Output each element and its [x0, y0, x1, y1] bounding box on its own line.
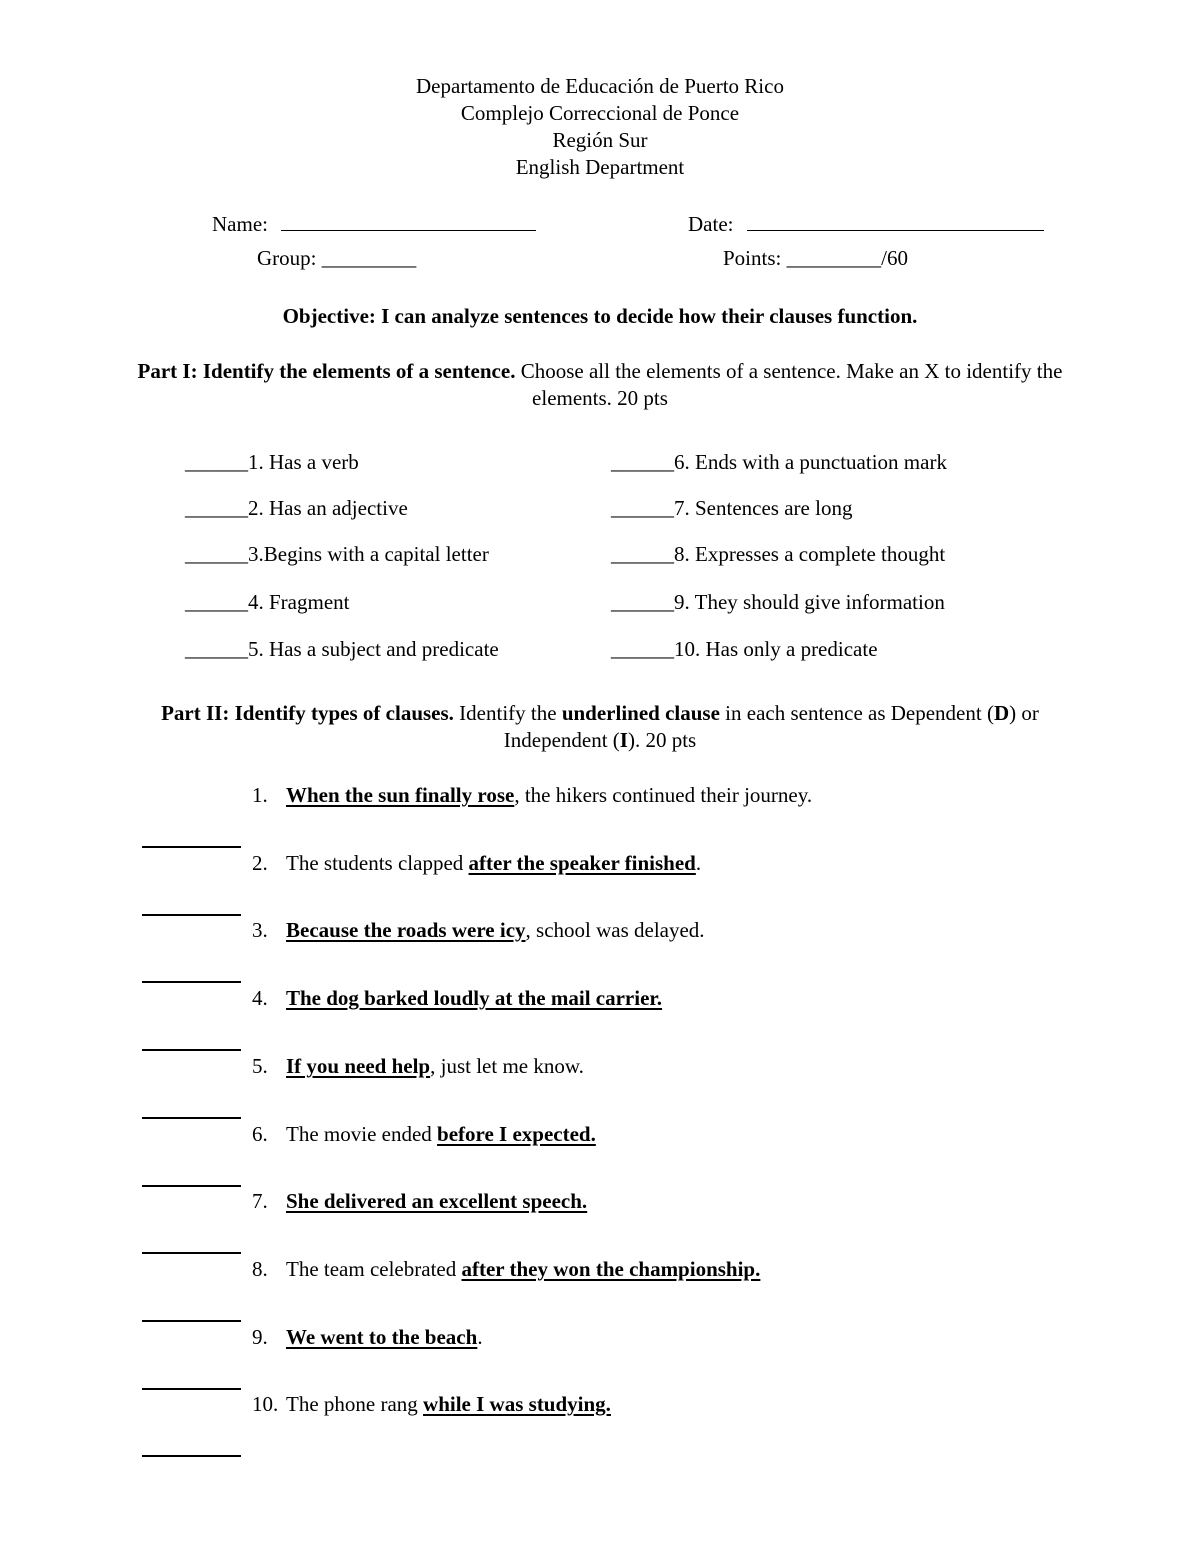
part1-item: [611, 452, 947, 473]
name-input-line[interactable]: [281, 230, 536, 231]
part1-answer-blank[interactable]: ______: [611, 450, 674, 474]
header-line-2: Complejo Correccional de Ponce: [460, 101, 740, 125]
part2-item-underlined-clause: She delivered an excellent speech.: [286, 1189, 588, 1213]
part2-item-pre: The team celebrated: [286, 1257, 462, 1281]
part2-item-number: 7.: [252, 1189, 268, 1213]
part2-item-post: , the hikers continued their journey.: [514, 783, 813, 807]
part2-item: [252, 1124, 596, 1145]
part1-item-text: 3.Begins with a capital letter: [248, 542, 489, 566]
points-label: Points:: [723, 246, 782, 270]
part1-item: [185, 452, 359, 473]
part1-instructions-cont: elements. 20 pts: [532, 386, 668, 410]
part1-item-text: 6. Ends with a punctuation mark: [674, 450, 947, 474]
part2-instructions-cont: [0, 730, 1200, 751]
group-blank[interactable]: _________: [321, 246, 417, 270]
part2-answer-line[interactable]: [142, 914, 241, 916]
points-total: /60: [881, 246, 908, 270]
part2-item-underlined-clause: If you need help: [286, 1054, 431, 1078]
part2-instr2-c: ). 20 pts: [627, 728, 697, 752]
part1-item: [185, 639, 499, 660]
part1-instructions-text: Choose all the elements of a sentence. Make an X to identify the: [520, 359, 1063, 383]
part2-instr-c: in each sentence as Dependent (: [725, 701, 994, 725]
date-field-row: [688, 214, 1044, 235]
part2-item-underlined-clause: When the sun finally rose: [286, 783, 515, 807]
part1-answer-blank[interactable]: ______: [185, 450, 248, 474]
part1-answer-blank[interactable]: ______: [611, 496, 674, 520]
part2-instr-e: ) or: [1009, 701, 1039, 725]
part1-item-text: 7. Sentences are long: [674, 496, 853, 520]
part2-item-underlined-clause: after the speaker finished: [468, 851, 696, 875]
part2-answer-line[interactable]: [142, 846, 241, 848]
part1-item-text: 10. Has only a predicate: [674, 637, 878, 661]
part1-answer-blank[interactable]: ______: [611, 637, 674, 661]
part1-item-text: 4. Fragment: [248, 590, 350, 614]
part2-item-underlined-clause: while I was studying.: [423, 1392, 611, 1416]
part2-instr2-a: Independent (: [503, 728, 620, 752]
name-field-row: [212, 214, 536, 235]
header-line-3: Región Sur: [552, 128, 648, 152]
part2-answer-line[interactable]: [142, 1117, 241, 1119]
part2-item-number: 10.: [252, 1392, 279, 1416]
part1-item-text: 1. Has a verb: [248, 450, 359, 474]
part2-instr-b: underlined clause: [561, 701, 720, 725]
part2-instr2-b: I: [619, 728, 628, 752]
date-label: Date:: [688, 212, 734, 236]
part2-item-number: 8.: [252, 1257, 268, 1281]
part2-item-underlined-clause: We went to the beach: [286, 1325, 478, 1349]
part2-answer-line[interactable]: [142, 1320, 241, 1322]
part1-answer-blank[interactable]: ______: [611, 590, 674, 614]
part2-item-number: 2.: [252, 851, 268, 875]
part2-item: [252, 1056, 584, 1077]
part1-item: [611, 592, 945, 613]
part2-item-number: 1.: [252, 783, 268, 807]
part2-item-underlined-clause: before I expected.: [437, 1122, 596, 1146]
points-blank[interactable]: _________: [786, 246, 882, 270]
objective: Objective: I can analyze sentences to decide how their clauses function.: [282, 304, 918, 328]
part1-answer-blank[interactable]: ______: [185, 637, 248, 661]
part2-instr-a: Identify the: [459, 701, 557, 725]
part2-item: [252, 1191, 587, 1212]
part2-item-post: .: [695, 851, 702, 875]
part1-answer-blank[interactable]: ______: [185, 496, 248, 520]
part1-item: [185, 498, 408, 519]
part1-item-text: 9. They should give information: [674, 590, 945, 614]
part2-answer-line[interactable]: [142, 1252, 241, 1254]
part2-instr-d: D: [993, 701, 1010, 725]
part2-item-post: , school was delayed.: [525, 918, 705, 942]
part2-item-pre: The phone rang: [286, 1392, 424, 1416]
part2-answer-line[interactable]: [142, 1455, 241, 1457]
group-field-row: [257, 248, 416, 269]
part2-item: [252, 1259, 760, 1280]
part1-item-text: 8. Expresses a complete thought: [674, 542, 946, 566]
part2-answer-line[interactable]: [142, 1185, 241, 1187]
part1-instructions: [0, 361, 1200, 382]
part2-item: [252, 1327, 483, 1348]
part1-heading: Part I: Identify the elements of a sentence.: [137, 359, 516, 383]
date-input-line[interactable]: [747, 230, 1044, 231]
part2-heading: Part II: Identify types of clauses.: [161, 701, 454, 725]
part1-item: [611, 498, 852, 519]
part2-item-number: 4.: [252, 986, 268, 1010]
part2-item-number: 9.: [252, 1325, 268, 1349]
part2-item-number: 3.: [252, 918, 268, 942]
part1-item: [185, 592, 349, 613]
part1-item-text: 2. Has an adjective: [248, 496, 408, 520]
part1-answer-blank[interactable]: ______: [185, 542, 248, 566]
part2-answer-line[interactable]: [142, 1388, 241, 1390]
part2-answer-line[interactable]: [142, 1049, 241, 1051]
part2-item-number: 5.: [252, 1054, 268, 1078]
part1-item: [611, 544, 945, 565]
part2-item: [252, 785, 812, 806]
part2-item: [252, 920, 705, 941]
part1-item: [611, 639, 878, 660]
part1-item: [185, 544, 489, 565]
part2-item-post: , just let me know.: [430, 1054, 584, 1078]
name-label: Name:: [212, 212, 268, 236]
part2-instructions: [0, 703, 1200, 724]
header-line-1: Departamento de Educación de Puerto Rico: [416, 74, 784, 98]
part2-item: [252, 1394, 611, 1415]
header-line-4: English Department: [515, 155, 685, 179]
part2-item-number: 6.: [252, 1122, 268, 1146]
part2-item-pre: The students clapped: [286, 851, 469, 875]
part1-answer-blank[interactable]: ______: [185, 590, 248, 614]
part2-answer-line[interactable]: [142, 981, 241, 983]
part2-item-post: .: [477, 1325, 483, 1349]
part2-item: [252, 988, 662, 1009]
part2-item-underlined-clause: The dog barked loudly at the mail carrier.: [286, 986, 663, 1010]
group-label: Group:: [257, 246, 317, 270]
points-field-row: [723, 248, 908, 269]
part2-item-underlined-clause: Because the roads were icy: [286, 918, 526, 942]
part2-item-pre: The movie ended: [286, 1122, 438, 1146]
part1-item-text: 5. Has a subject and predicate: [248, 637, 499, 661]
part2-item-underlined-clause: after they won the championship.: [461, 1257, 761, 1281]
part2-item: [252, 853, 701, 874]
part1-answer-blank[interactable]: ______: [611, 542, 674, 566]
